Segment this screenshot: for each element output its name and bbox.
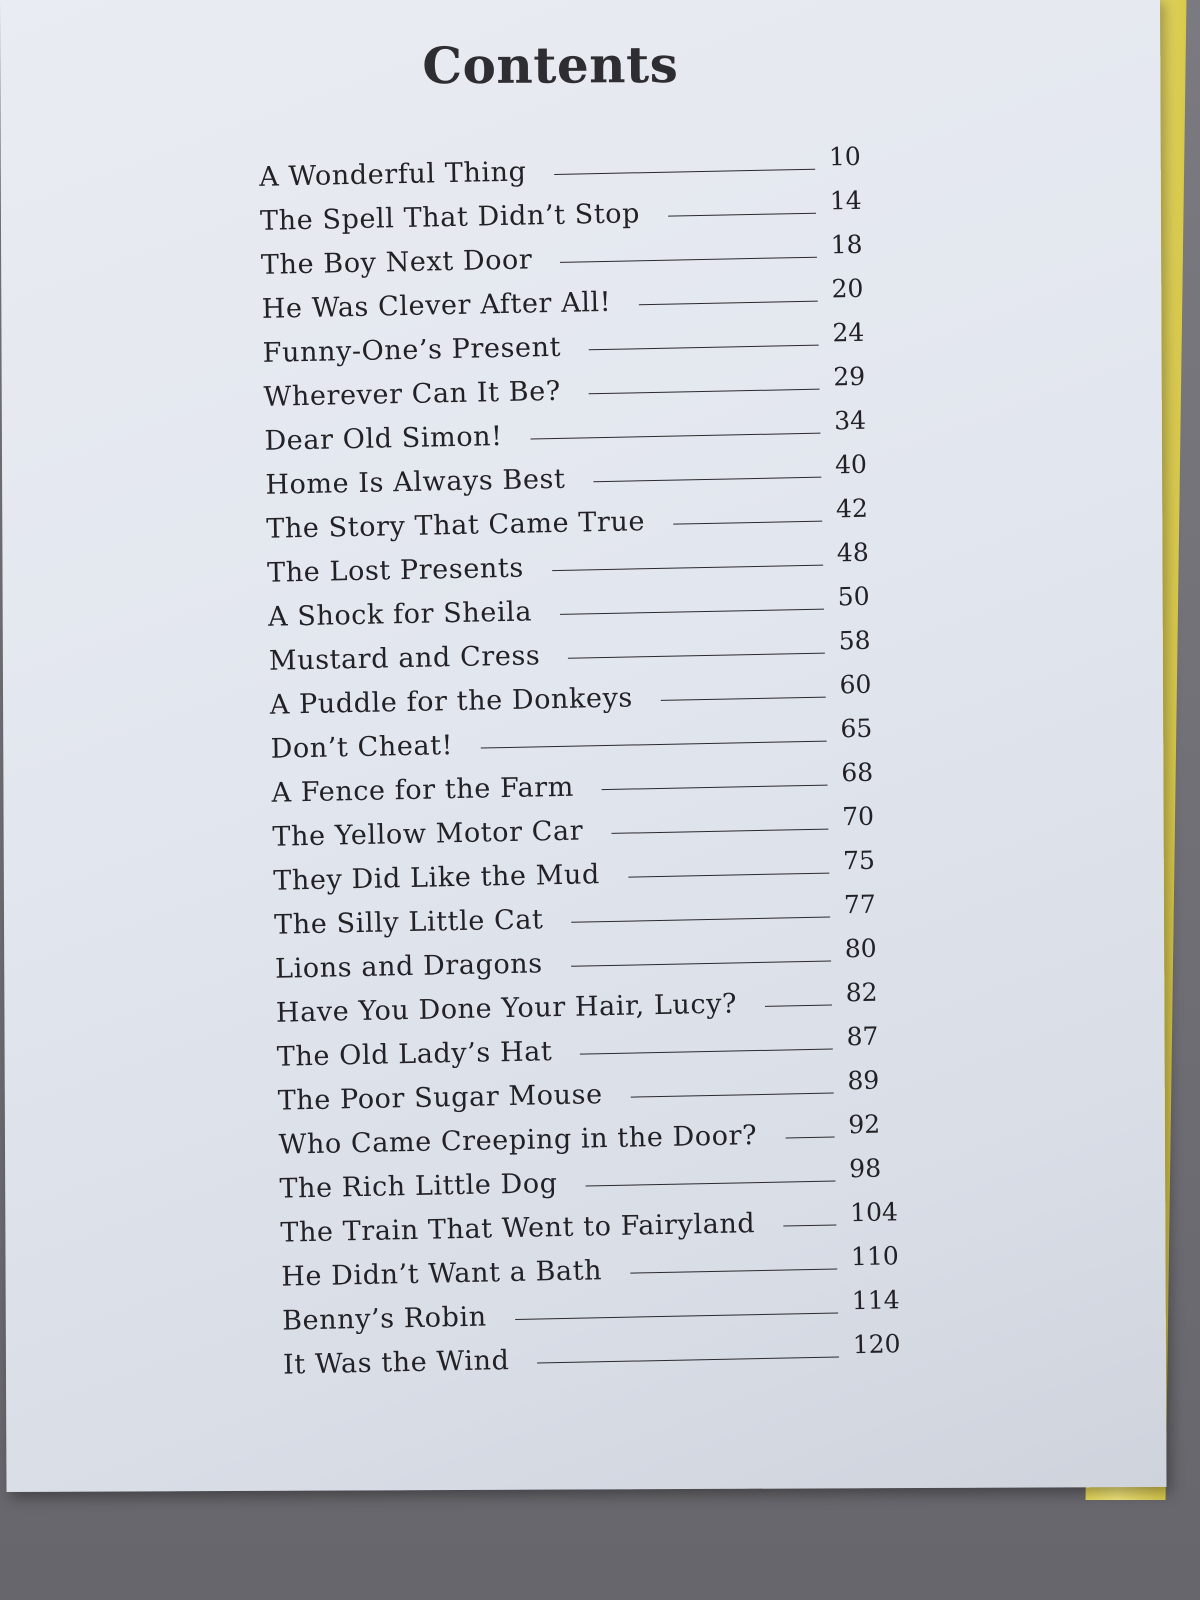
leader-line: [586, 1181, 836, 1187]
entry-page-number: 48: [836, 537, 869, 568]
leader-line: [568, 653, 825, 659]
leader-line: [552, 565, 823, 571]
entry-title: The Silly Little Cat: [273, 904, 544, 941]
entry-page-number: 68: [841, 757, 874, 788]
leader-line: [571, 961, 831, 967]
entry-page-number: 92: [848, 1109, 881, 1140]
entry-page-number: 29: [833, 361, 866, 392]
entry-page-number: 87: [846, 1021, 879, 1052]
entry-page-number: 98: [848, 1153, 882, 1184]
entry-title: He Didn’t Want a Bath: [280, 1255, 603, 1293]
leader-line: [628, 873, 829, 878]
leader-line: [589, 345, 819, 351]
leader-line: [668, 213, 816, 217]
entry-page-number: 40: [834, 449, 868, 480]
leader-line: [661, 697, 826, 701]
leader-line: [639, 301, 818, 306]
entry-title: They Did Like the Mud: [273, 859, 601, 897]
leader-line: [765, 1005, 832, 1007]
entry-title: The Train That Went to Fairyland: [280, 1208, 756, 1249]
entry-title: Don’t Cheat!: [270, 730, 454, 765]
leader-line: [589, 389, 820, 395]
entry-title: The Yellow Motor Car: [272, 815, 584, 853]
page-title: Contents: [422, 35, 679, 96]
leader-line: [602, 785, 828, 791]
entry-page-number: 65: [840, 713, 873, 744]
leader-line: [785, 1137, 834, 1139]
contents-list: [259, 136, 904, 1380]
entry-title: The Old Lady’s Hat: [276, 1036, 553, 1073]
leader-line: [560, 257, 817, 263]
entry-page-number: 58: [838, 625, 871, 656]
leader-line: [560, 609, 824, 615]
entry-page-number: 82: [845, 977, 878, 1008]
entry-page-number: 114: [851, 1285, 900, 1316]
entry-title: The Lost Presents: [266, 552, 525, 589]
entry-title: The Rich Little Dog: [279, 1168, 558, 1205]
entry-title: It Was the Wind: [282, 1345, 510, 1381]
leader-line: [673, 521, 822, 525]
entry-title: A Wonderful Thing: [258, 156, 527, 193]
leader-line: [555, 169, 816, 175]
entry-page-number: 50: [837, 581, 870, 612]
leader-line: [538, 1356, 840, 1363]
entry-page-number: 42: [835, 493, 869, 524]
entry-page-number: 60: [839, 669, 872, 700]
leader-line: [571, 917, 830, 923]
entry-page-number: 24: [832, 317, 865, 348]
entry-page-number: 34: [833, 405, 867, 436]
leader-line: [611, 829, 828, 834]
leader-line: [531, 433, 821, 440]
entry-page-number: 110: [850, 1241, 900, 1272]
leader-line: [481, 741, 827, 749]
leader-line: [783, 1224, 836, 1226]
entry-title: The Story That Came True: [265, 506, 646, 545]
entry-page-number: 77: [843, 889, 877, 920]
entry-page-number: 80: [844, 933, 877, 964]
entry-page-number: 70: [841, 801, 875, 832]
entry-title: A Puddle for the Donkeys: [269, 682, 634, 721]
leader-line: [580, 1049, 832, 1055]
entry-page-number: 75: [842, 845, 876, 876]
entry-title: The Boy Next Door: [260, 244, 533, 281]
leader-line: [593, 477, 821, 483]
leader-line: [515, 1312, 838, 1319]
entry-title: Benny’s Robin: [281, 1301, 488, 1337]
entry-page-number: 89: [847, 1065, 880, 1096]
entry-title: Who Came Creeping in the Door?: [278, 1120, 758, 1161]
entry-title: A Fence for the Farm: [271, 771, 575, 809]
entry-page-number: 120: [852, 1329, 901, 1360]
entry-title: Have You Done Your Hair, Lucy?: [275, 988, 738, 1029]
entry-title: Mustard and Cress: [268, 640, 541, 677]
entry-title: Home Is Always Best: [265, 463, 566, 501]
entry-title: The Spell That Didn’t Stop: [259, 198, 641, 237]
leader-line: [631, 1093, 834, 1098]
entry-page-number: 14: [829, 185, 862, 216]
entry-page-number: 104: [849, 1197, 899, 1228]
entry-title: Funny-One’s Present: [262, 331, 562, 369]
entry-title: He Was Clever After All!: [261, 286, 612, 325]
entry-page-number: 20: [831, 273, 864, 304]
entry-page-number: 10: [828, 141, 862, 172]
entry-title: The Poor Sugar Mouse: [277, 1079, 603, 1117]
entry-page-number: 18: [830, 229, 863, 260]
entry-title: A Shock for Sheila: [267, 596, 533, 633]
entry-title: Wherever Can It Be?: [263, 375, 562, 413]
entry-title: Dear Old Simon!: [264, 421, 503, 457]
leader-line: [630, 1268, 837, 1273]
entry-title: Lions and Dragons: [274, 948, 544, 985]
